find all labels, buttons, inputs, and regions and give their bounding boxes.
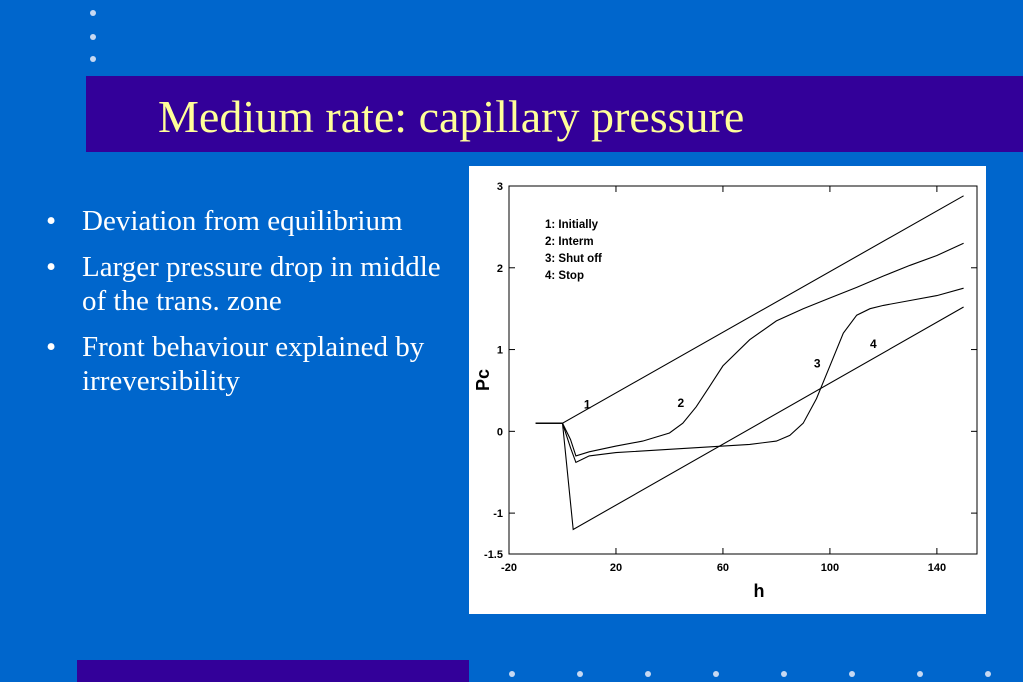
- bullet-dot-icon: •: [46, 251, 57, 283]
- y-tick-label: -1.5: [484, 549, 503, 561]
- decor-dot: [917, 671, 923, 677]
- bullet-item: [46, 330, 466, 398]
- x-tick-label: 60: [716, 562, 730, 574]
- bullet-item: [46, 204, 466, 238]
- decor-dot: [90, 34, 96, 40]
- bullet-text: Front behaviour explained by irreversibility: [82, 331, 425, 397]
- decor-dot: [781, 671, 787, 677]
- legend-entry: 3: Shut off: [545, 253, 602, 265]
- y-tick-label: 0: [496, 426, 503, 439]
- decor-dot: [577, 671, 583, 677]
- slide-title: Medium rate: capillary pressure: [158, 91, 745, 142]
- decor-dot: [90, 10, 96, 16]
- x-tick-label: 140: [927, 562, 947, 574]
- chart-legend: [545, 219, 602, 282]
- x-tick-label: 20: [609, 562, 623, 574]
- legend-entry: 2: Interm: [545, 236, 594, 248]
- curve-label-1: 1: [583, 397, 591, 412]
- y-tick-label: -1: [493, 508, 503, 521]
- bullet-text: Larger pressure drop in middle of the trans. zone: [82, 251, 441, 317]
- chart-curves: [536, 196, 964, 530]
- curve-2: [536, 243, 964, 456]
- chart-panel: [469, 166, 986, 614]
- y-tick-label: 2: [496, 262, 503, 275]
- decor-dot: [849, 671, 855, 677]
- x-axis-label: h: [753, 581, 765, 601]
- title-bar: [86, 76, 1023, 152]
- decor-dot: [90, 56, 96, 62]
- decor-dot: [985, 671, 991, 677]
- curve-label-3: 3: [813, 356, 821, 371]
- decor-dot: [645, 671, 651, 677]
- decor-dot: [509, 671, 515, 677]
- y-tick-label: 3: [496, 181, 503, 193]
- curve-1: [536, 196, 964, 423]
- x-tick-label: 100: [820, 562, 840, 574]
- bottom-accent-bar: [77, 660, 469, 682]
- legend-entry: 4: Stop: [545, 270, 584, 282]
- bullet-list: [46, 204, 466, 410]
- bullet-item: [46, 250, 466, 318]
- legend-entry: 1: Initially: [545, 219, 599, 231]
- curve-label-2: 2: [677, 395, 685, 410]
- bullet-dot-icon: •: [46, 331, 57, 363]
- capillary-pressure-chart: [469, 166, 986, 614]
- curve-3: [536, 288, 964, 462]
- bullet-dot-icon: •: [46, 205, 57, 237]
- x-tick-label: -20: [501, 562, 517, 574]
- bullet-text: Deviation from equilibrium: [82, 205, 403, 237]
- curve-label-4: 4: [870, 336, 877, 351]
- decor-dot: [713, 671, 719, 677]
- y-axis-label: Pc: [473, 368, 493, 392]
- y-tick-label: 1: [496, 344, 503, 357]
